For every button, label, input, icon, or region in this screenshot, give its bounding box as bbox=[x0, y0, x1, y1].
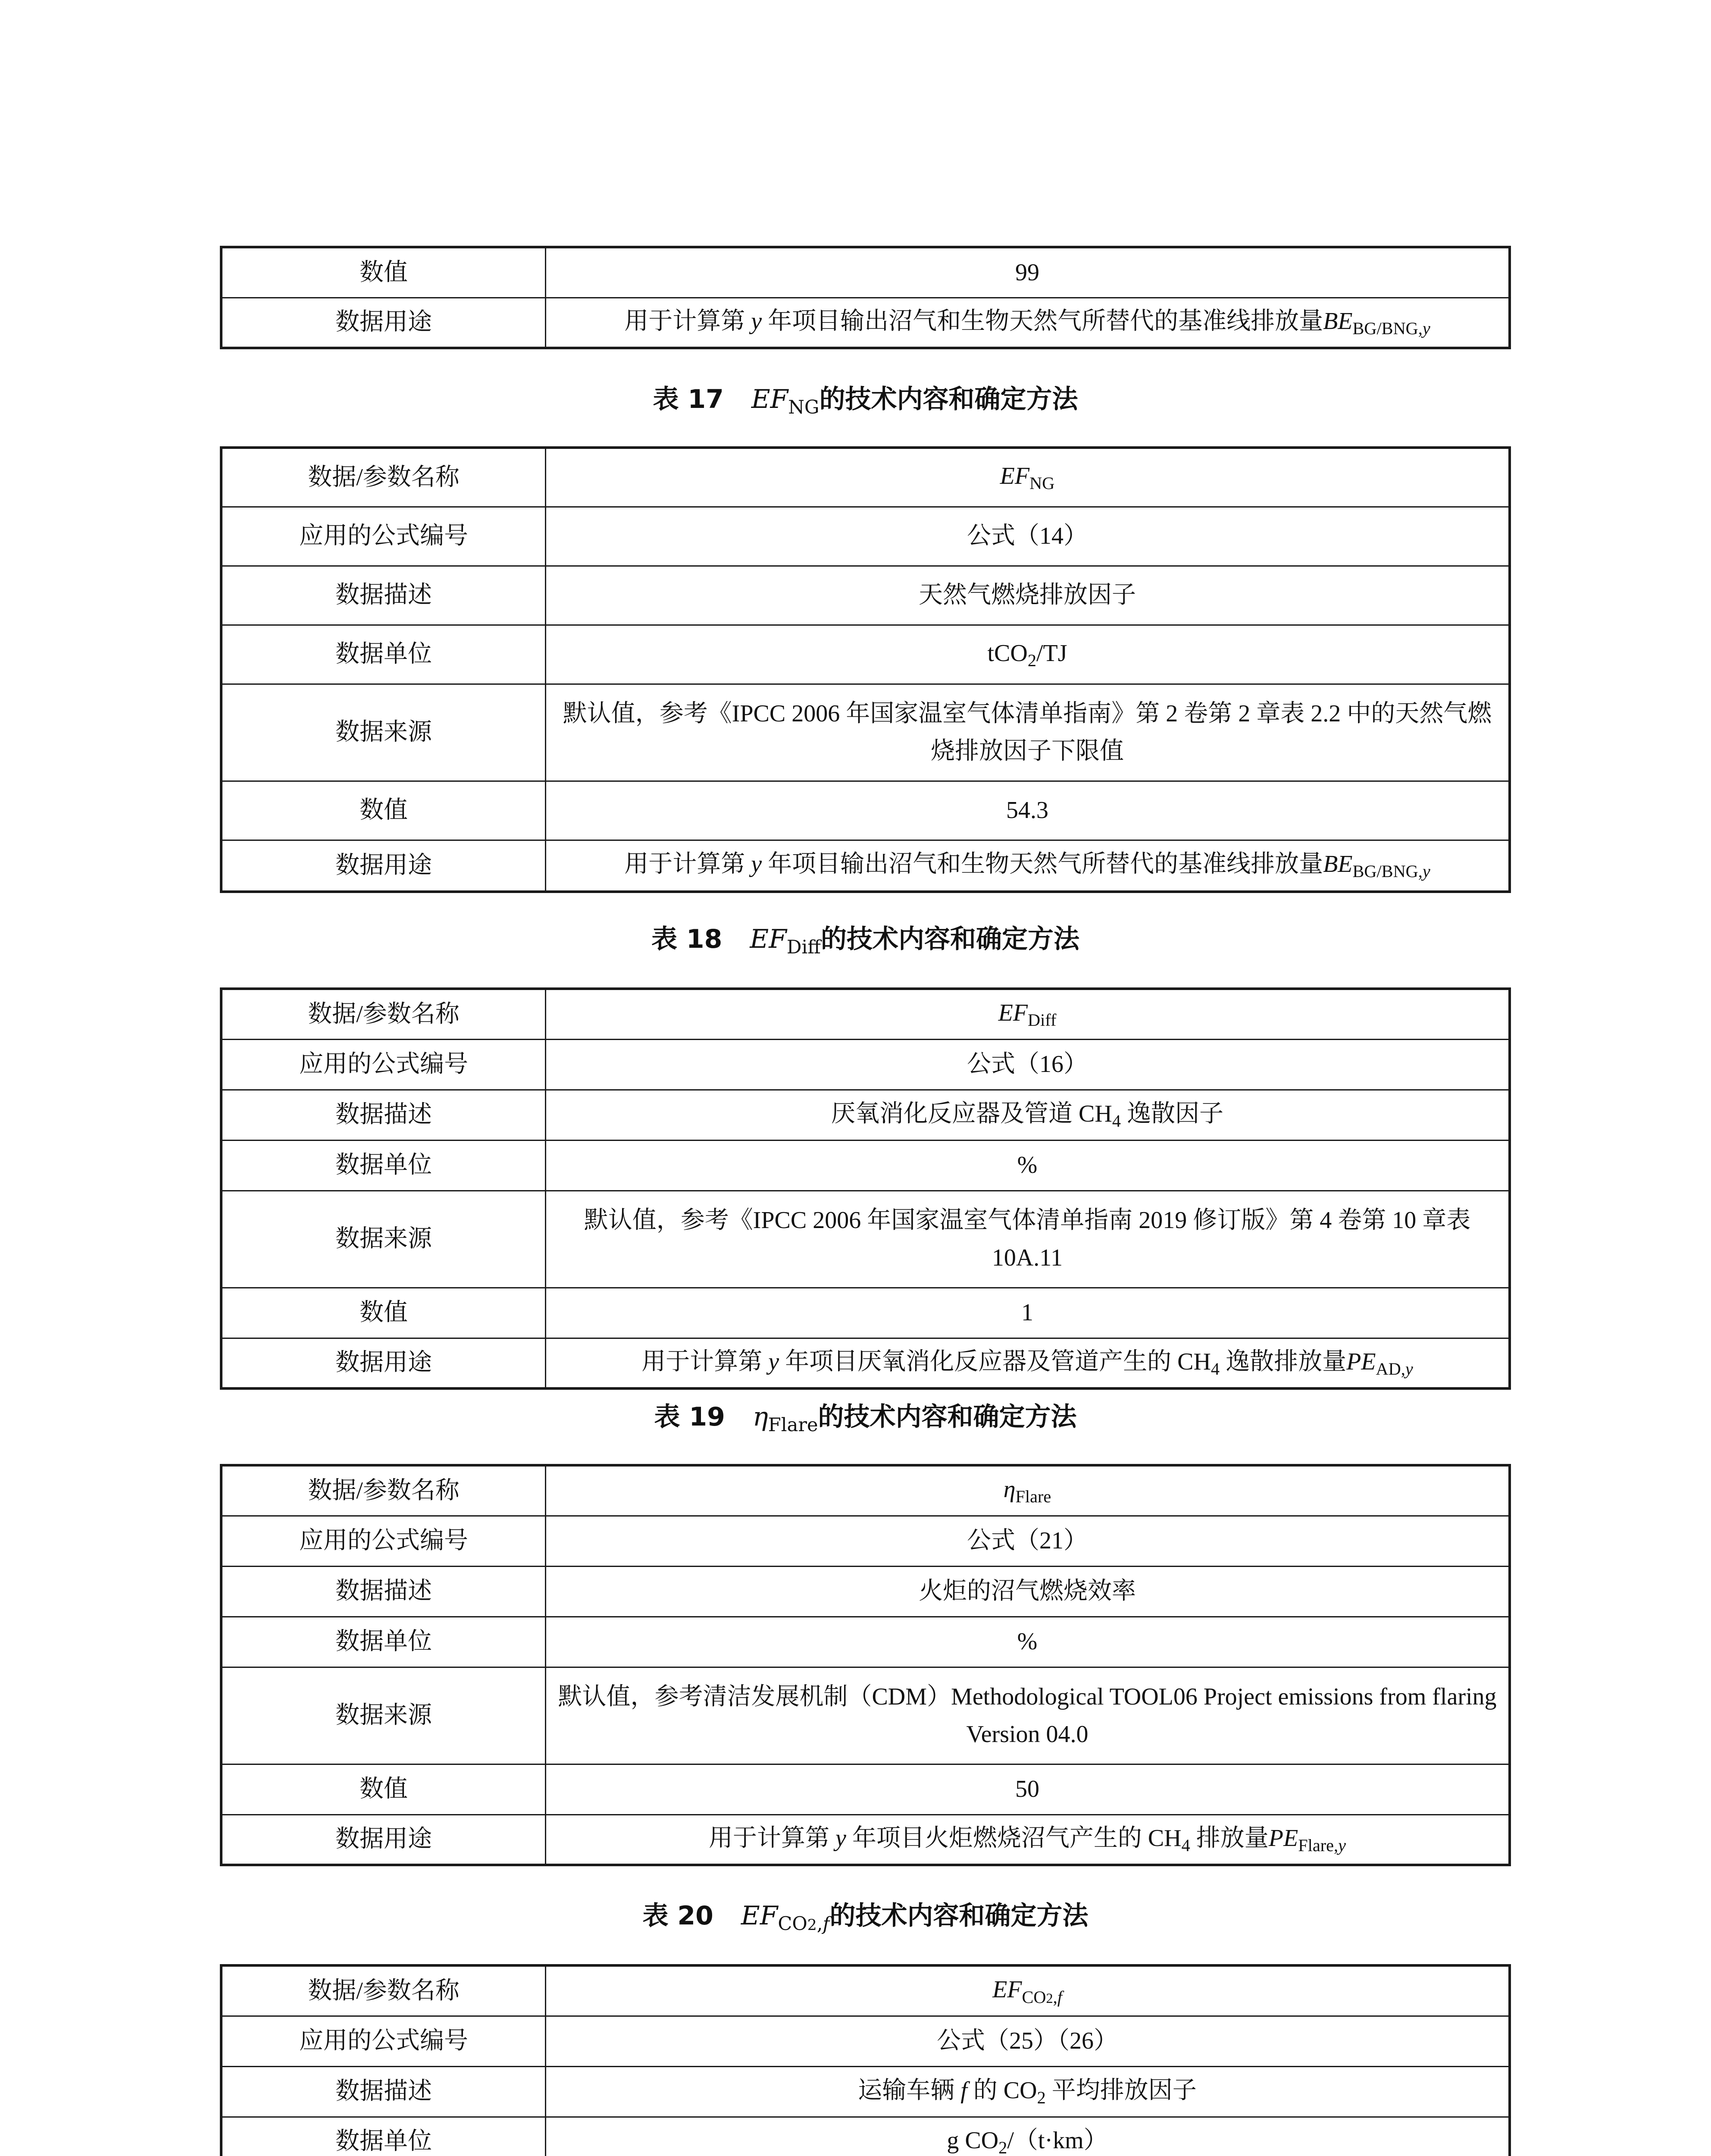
row-value: 默认值，参考《IPCC 2006 年国家温室气体清单指南 2019 修订版》第 4 卷第 10 章表 10A.11 bbox=[546, 1191, 1510, 1288]
row-value: % bbox=[546, 1617, 1510, 1667]
row-label: 数据用途 bbox=[221, 1814, 546, 1865]
table-17-caption: 表 17 $EF_{NG}$的技术内容和确定方法 bbox=[653, 384, 1078, 418]
row-label: 应用的公式编号 bbox=[221, 1039, 546, 1090]
table-row bbox=[221, 1516, 1510, 1566]
row-label: 数据单位 bbox=[221, 625, 546, 684]
table-row bbox=[221, 1140, 1510, 1191]
row-label: 数据描述 bbox=[221, 1566, 546, 1617]
table-18 bbox=[220, 987, 1511, 1390]
table-row bbox=[221, 1039, 1510, 1090]
row-label: 应用的公式编号 bbox=[221, 507, 546, 566]
table-row bbox=[221, 507, 1510, 566]
row-value: $\eta_{Flare}$ bbox=[546, 1465, 1510, 1516]
row-value: 公式（21） bbox=[546, 1516, 1510, 1566]
row-value: 54.3 bbox=[546, 781, 1510, 840]
table-row bbox=[221, 625, 1510, 684]
row-value: 公式（14） bbox=[546, 507, 1510, 566]
row-value: $EF_{Diff}$ bbox=[546, 989, 1510, 1039]
table-row bbox=[221, 566, 1510, 625]
table-18-caption: 表 18 $EF_{Diff}$的技术内容和确定方法 bbox=[651, 924, 1079, 958]
row-label: 数据来源 bbox=[221, 1667, 546, 1764]
row-value: 50 bbox=[546, 1764, 1510, 1814]
row-value: tCO$_2$/TJ bbox=[546, 625, 1510, 684]
table-row bbox=[221, 1338, 1510, 1388]
table-row bbox=[221, 1465, 1510, 1516]
row-value: 用于计算第 y 年项目火炬燃烧沼气产生的 $CH_4$ 排放量$PE_{Flare,y}$ bbox=[546, 1814, 1510, 1865]
table-17 bbox=[220, 446, 1511, 893]
row-label: 数据单位 bbox=[221, 1140, 546, 1191]
table-row bbox=[221, 2066, 1510, 2117]
table-row bbox=[221, 1667, 1510, 1764]
row-label: 数据描述 bbox=[221, 566, 546, 625]
row-label: 数值 bbox=[221, 1764, 546, 1814]
row-value: 用于计算第 y 年项目输出沼气和生物天然气所替代的基准线排放量$BE_{BG/BNG,y}$ bbox=[546, 298, 1510, 348]
table-row bbox=[221, 448, 1510, 507]
table-19 bbox=[220, 1464, 1511, 1866]
table-20 bbox=[220, 1964, 1511, 2156]
row-value: 天然气燃烧排放因子 bbox=[546, 566, 1510, 625]
row-value: 默认值，参考《IPCC 2006 年国家温室气体清单指南》第 2 卷第 2 章表 2.2 中的天然气燃烧排放因子下限值 bbox=[546, 684, 1510, 781]
row-value: 厌氧消化反应器及管道 $CH_4$ 逸散因子 bbox=[546, 1090, 1510, 1140]
row-label: 数据/参数名称 bbox=[221, 1965, 546, 2016]
row-label: 数据单位 bbox=[221, 1617, 546, 1667]
table-20-caption: 表 20 $EF_{CO2,f}$的技术内容和确定方法 bbox=[642, 1901, 1089, 1935]
row-label: 数值 bbox=[221, 781, 546, 840]
table-row bbox=[221, 1288, 1510, 1338]
row-label: 应用的公式编号 bbox=[221, 2016, 546, 2066]
row-value: 火炬的沼气燃烧效率 bbox=[546, 1566, 1510, 1617]
row-label: 应用的公式编号 bbox=[221, 1516, 546, 1566]
row-value: 运输车辆 f 的 $CO_2$ 平均排放因子 bbox=[546, 2066, 1510, 2117]
row-value: g $CO_2/(t\cdot km)$ bbox=[546, 2117, 1510, 2156]
table-row bbox=[221, 1965, 1510, 2016]
row-label: 数据来源 bbox=[221, 684, 546, 781]
row-label: 数据来源 bbox=[221, 1191, 546, 1288]
table-row bbox=[221, 298, 1510, 348]
table-row bbox=[221, 1566, 1510, 1617]
table-row bbox=[221, 840, 1510, 892]
table-row bbox=[221, 2016, 1510, 2066]
row-label: 数据用途 bbox=[221, 840, 546, 892]
table-row bbox=[221, 1764, 1510, 1814]
row-value: 默认值，参考清洁发展机制（CDM）Methodological TOOL06 Project emissions from flaring Version 04.0 bbox=[546, 1667, 1510, 1764]
table-row bbox=[221, 247, 1510, 298]
row-value: 用于计算第 y 年项目厌氧消化反应器及管道产生的 $CH_4$ 逸散排放量$PE_{AD,y}$ bbox=[546, 1338, 1510, 1388]
row-value: 99 bbox=[546, 247, 1510, 298]
table-row bbox=[221, 781, 1510, 840]
row-label: 数据描述 bbox=[221, 1090, 546, 1140]
row-label: 数据单位 bbox=[221, 2117, 546, 2156]
row-label: 数据用途 bbox=[221, 298, 546, 348]
row-label: 数值 bbox=[221, 1288, 546, 1338]
row-label: 数据/参数名称 bbox=[221, 1465, 546, 1516]
table-16-continued bbox=[220, 246, 1511, 349]
table-row bbox=[221, 2117, 1510, 2156]
row-label: 数据用途 bbox=[221, 1338, 546, 1388]
table-row bbox=[221, 684, 1510, 781]
table-row bbox=[221, 989, 1510, 1039]
table-row bbox=[221, 1090, 1510, 1140]
row-label: 数据/参数名称 bbox=[221, 448, 546, 507]
row-value: % bbox=[546, 1140, 1510, 1191]
row-label: 数据/参数名称 bbox=[221, 989, 546, 1039]
table-row bbox=[221, 1617, 1510, 1667]
row-value: 公式（16） bbox=[546, 1039, 1510, 1090]
table-19-caption: 表 19 $\eta_{Flare}$的技术内容和确定方法 bbox=[654, 1402, 1077, 1436]
row-value: 用于计算第 y 年项目输出沼气和生物天然气所替代的基准线排放量$BE_{BG/BNG,y}$ bbox=[546, 840, 1510, 892]
row-label: 数据描述 bbox=[221, 2066, 546, 2117]
row-label: 数值 bbox=[221, 247, 546, 298]
row-value: 公式（25）（26） bbox=[546, 2016, 1510, 2066]
table-row bbox=[221, 1191, 1510, 1288]
row-value: $EF_{CO2,f}$ bbox=[546, 1965, 1510, 2016]
row-value: 1 bbox=[546, 1288, 1510, 1338]
table-row bbox=[221, 1814, 1510, 1865]
row-value: $EF_{NG}$ bbox=[546, 448, 1510, 507]
